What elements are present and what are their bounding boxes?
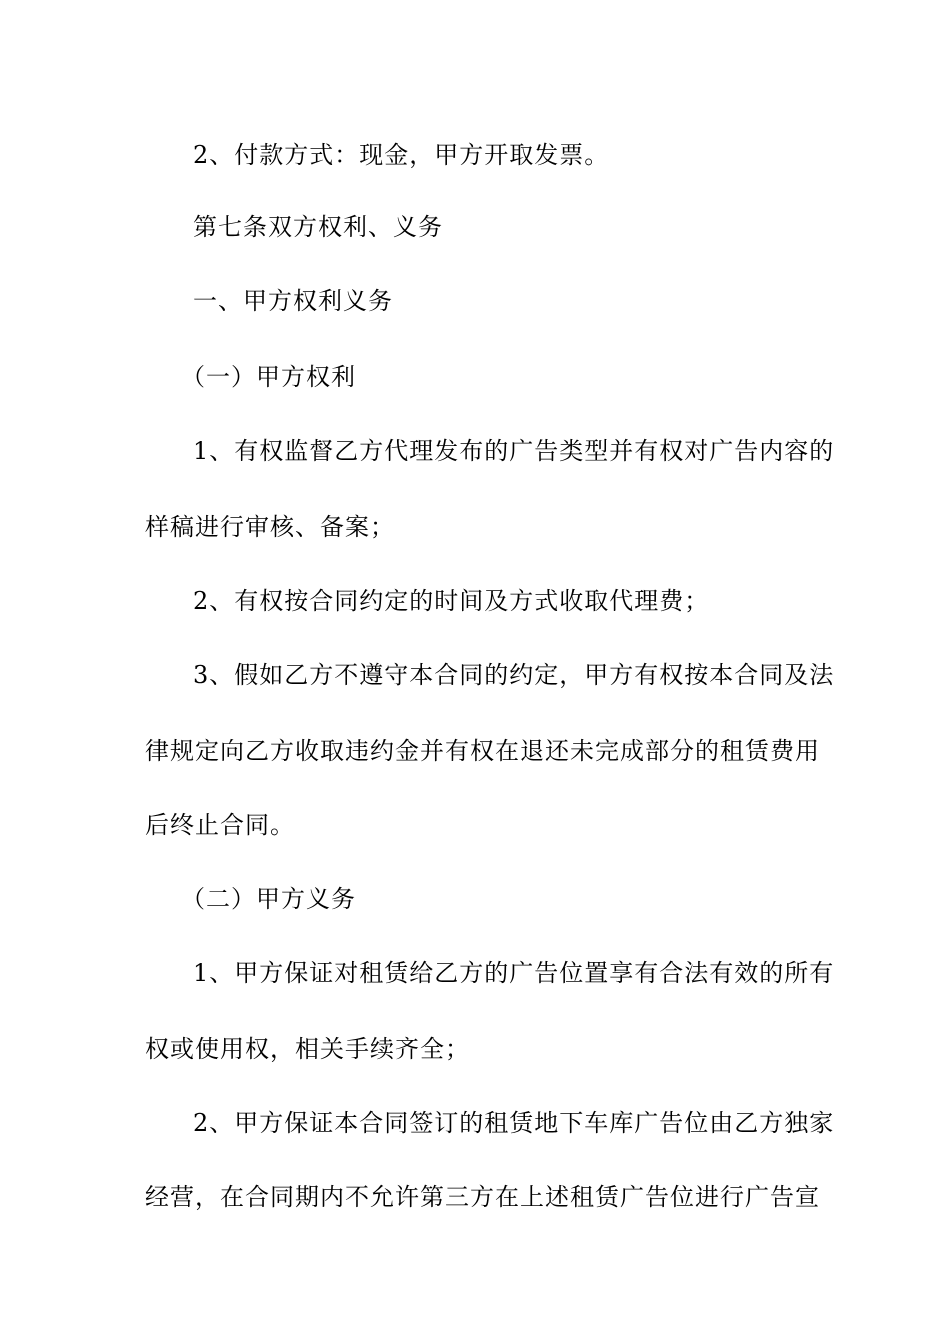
article-7-heading: 第七条双方权利、义务 <box>193 213 443 241</box>
duty-2-line-2: 经营，在合同期内不允许第三方在上述租赁广告位进行广告宣 <box>145 1183 820 1211</box>
right-1-line-2: 样稿进行审核、备案； <box>145 513 395 541</box>
payment-method-line: 2、付款方式：现金，甲方开取发票。 <box>193 141 610 169</box>
party-a-duties-subheading: （二）甲方义务 <box>181 885 356 913</box>
duty-2-line-1: 2、甲方保证本合同签订的租赁地下车库广告位由乙方独家 <box>193 1109 835 1137</box>
right-3-line-1: 3、假如乙方不遵守本合同的约定，甲方有权按本合同及法 <box>193 661 835 689</box>
duty-1-line-1: 1、甲方保证对租赁给乙方的广告位置享有合法有效的所有 <box>193 959 835 987</box>
duty-1-line-2: 权或使用权，相关手续齐全； <box>145 1035 470 1063</box>
party-a-rights-subheading: （一）甲方权利 <box>181 363 356 391</box>
party-a-rights-duties-heading: 一、甲方权利义务 <box>193 287 393 315</box>
right-1-line-1: 1、有权监督乙方代理发布的广告类型并有权对广告内容的 <box>193 437 835 465</box>
right-2-line: 2、有权按合同约定的时间及方式收取代理费； <box>193 587 710 615</box>
right-3-line-3: 后终止合同。 <box>145 811 295 839</box>
right-3-line-2: 律规定向乙方收取违约金并有权在退还未完成部分的租赁费用 <box>145 737 820 765</box>
